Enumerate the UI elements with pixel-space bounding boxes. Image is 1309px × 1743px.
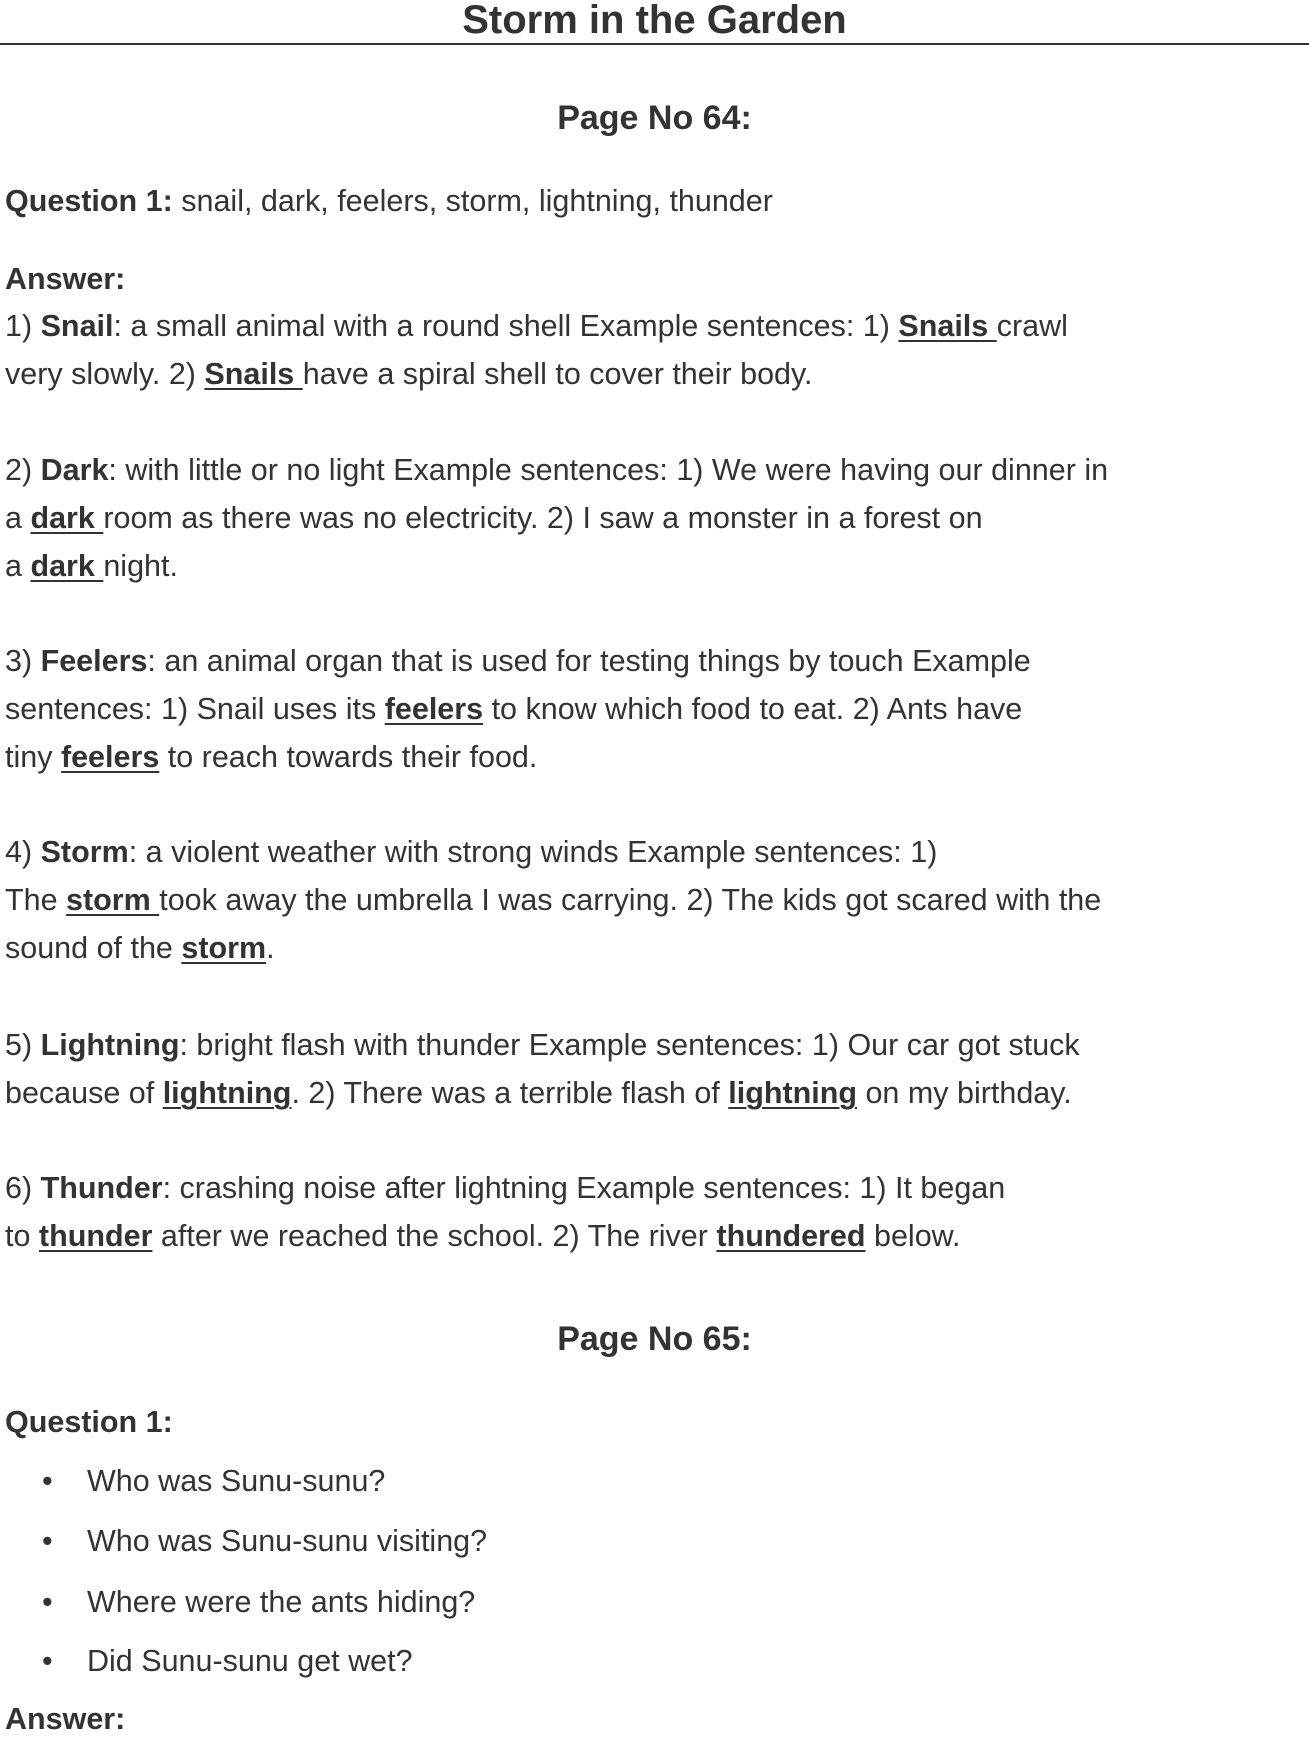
bullet-icon: •	[42, 1524, 53, 1558]
text: tiny	[5, 740, 61, 774]
text: have a spiral shell to cover their body.	[302, 357, 813, 391]
text: : an animal organ that is used for testing things by touch Example	[147, 644, 1031, 678]
text: The	[5, 883, 67, 917]
term: Storm	[40, 835, 129, 869]
text: sound of the	[5, 931, 182, 965]
text: 3)	[5, 644, 41, 678]
answer-line	[5, 1212, 1005, 1260]
answer-item	[5, 1164, 1005, 1260]
underlined-term: lightning	[728, 1076, 857, 1110]
underlined-term: dark	[30, 501, 104, 535]
answer-item	[5, 302, 1068, 398]
term: Lightning	[40, 1028, 180, 1062]
underlined-term: storm	[181, 931, 267, 965]
answer-item	[5, 1021, 1080, 1117]
answer-line	[5, 828, 1101, 876]
question-list-item: Who was Sunu-sunu?	[87, 1464, 386, 1498]
text: to know which food to eat. 2) Ants have	[483, 692, 1023, 726]
underlined-term: feelers	[384, 692, 484, 726]
question-text: snail, dark, feelers, storm, lightning, thunder	[172, 184, 773, 218]
term: Thunder	[40, 1171, 163, 1205]
underlined-term: storm	[66, 883, 160, 917]
title-divider	[0, 43, 1309, 45]
text: : bright flash with thunder Example sentences: 1) Our car got stuck	[179, 1028, 1080, 1062]
text: to	[5, 1219, 39, 1253]
page-64-question-1	[5, 177, 773, 225]
text: a	[5, 549, 31, 583]
bullet-icon: •	[42, 1585, 53, 1619]
bullet-icon: •	[42, 1464, 53, 1498]
text: took away the umbrella I was carrying. 2) The kids got scared with the	[159, 883, 1102, 917]
text: 6)	[5, 1171, 41, 1205]
underlined-term: feelers	[60, 740, 160, 774]
text: 2)	[5, 453, 41, 487]
answer-line	[5, 350, 1068, 398]
answer-line	[5, 1164, 1005, 1212]
page-65-heading: Page No 65:	[557, 1320, 752, 1358]
answer-line	[5, 733, 1031, 781]
underlined-term: thunder	[38, 1219, 153, 1253]
question-list-item: Did Sunu-sunu get wet?	[87, 1644, 413, 1678]
answer-line	[5, 494, 1108, 542]
text: to reach towards their food.	[159, 740, 538, 774]
text: a	[5, 501, 31, 535]
answer-item	[5, 637, 1031, 781]
text: : with little or no light Example sentences: 1) We were having our dinner in	[108, 453, 1109, 487]
answer-line	[5, 302, 1068, 350]
underlined-term: Snails	[204, 357, 303, 391]
text: crawl	[996, 309, 1068, 343]
underlined-term: Snails	[898, 309, 997, 343]
question-list-item: Who was Sunu-sunu visiting?	[87, 1524, 488, 1558]
answer-line	[5, 876, 1101, 924]
text: on my birthday.	[856, 1076, 1072, 1110]
document-title: Storm in the Garden	[462, 0, 847, 42]
text: : a violent weather with strong winds Example sentences: 1)	[128, 835, 938, 869]
answer-line	[5, 542, 1108, 590]
question-list-item: Where were the ants hiding?	[87, 1585, 476, 1619]
answer-line	[5, 637, 1031, 685]
underlined-term: thundered	[716, 1219, 866, 1253]
page-64-heading: Page No 64:	[557, 99, 752, 137]
term: Dark	[40, 453, 109, 487]
text: below.	[865, 1219, 961, 1253]
text: after we reached the school. 2) The river	[152, 1219, 717, 1253]
answer-line	[5, 1069, 1080, 1117]
bullet-icon: •	[42, 1644, 53, 1678]
page-65-question-label: Question 1:	[5, 1405, 173, 1439]
page-65-answer-label: Answer:	[5, 1702, 126, 1736]
text: very slowly. 2)	[5, 357, 205, 391]
answer-item	[5, 446, 1108, 590]
text: : a small animal with a round shell Example sentences: 1)	[113, 309, 899, 343]
page-64-answer-label: Answer:	[5, 262, 126, 296]
question-label: Question 1:	[5, 184, 173, 218]
underlined-term: lightning	[162, 1076, 292, 1110]
text: sentences: 1) Snail uses its	[5, 692, 385, 726]
text: .	[266, 931, 275, 965]
term: Snail	[40, 309, 114, 343]
answer-item	[5, 828, 1101, 972]
answer-line	[5, 446, 1108, 494]
text: 1)	[5, 309, 41, 343]
text: . 2) There was a terrible flash of	[291, 1076, 729, 1110]
term: Feelers	[40, 644, 148, 678]
answer-line	[5, 924, 1101, 972]
text: : crashing noise after lightning Example sentences: 1) It began	[162, 1171, 1006, 1205]
text: 5)	[5, 1028, 41, 1062]
answer-line	[5, 1021, 1080, 1069]
underlined-term: dark	[30, 549, 104, 583]
text: 4)	[5, 835, 41, 869]
answer-line	[5, 685, 1031, 733]
text: because of	[5, 1076, 163, 1110]
text: night.	[103, 549, 178, 583]
text: room as there was no electricity. 2) I saw a monster in a forest on	[103, 501, 983, 535]
